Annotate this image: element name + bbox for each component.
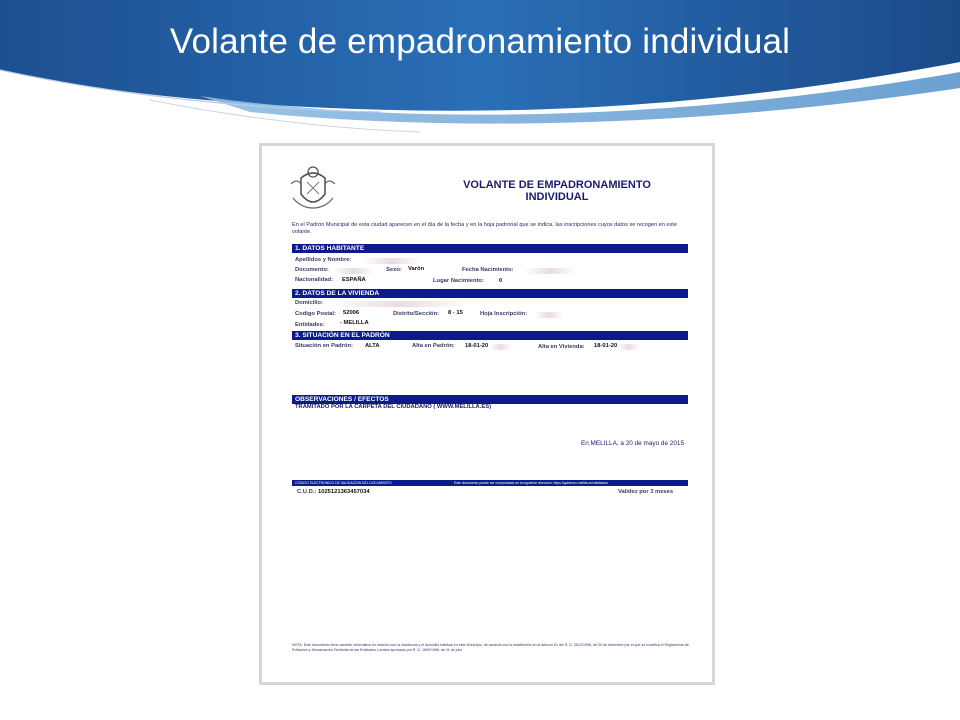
document-image: [259, 143, 715, 685]
distrito-value: 8 - 15: [448, 310, 463, 316]
sexo-label: Sexo:: [386, 267, 402, 273]
nacionalidad-value: ESPAÑA: [342, 277, 366, 283]
validation-url-text: Este documento puede ser comprobado en la siguiente dirección: https://gobierno.melilla.es/validacion: [454, 481, 608, 485]
nacionalidad-label: Nacionalidad:: [295, 277, 334, 283]
documento-label: Documento:: [295, 267, 329, 273]
apellidos-label: Apellidos y Nombre:: [295, 257, 352, 263]
hoja-inscripcion-label: Hoja Inscripción:: [480, 311, 528, 317]
fecha-nacimiento-label: Fecha Nacimiento:: [462, 267, 514, 273]
situacion-value: ALTA: [365, 343, 380, 349]
lugar-nacimiento-value: 0: [499, 278, 503, 284]
alta-vivienda-label: Alta en Vivienda:: [538, 344, 585, 350]
section-habitante-header: 1. DATOS HABITANTE: [292, 244, 688, 253]
validation-bar: [292, 480, 688, 486]
redacted-field: [490, 344, 512, 350]
observaciones-text: TRAMITADO POR LA CARPETA DEL CIUDADANO ( WWW.MELILLA.ES): [295, 404, 492, 410]
document-title: [432, 179, 682, 203]
sexo-value: Varón: [408, 266, 425, 272]
place-date: En MELILLA, a 20 de mayo de 2015: [580, 440, 684, 447]
section-vivienda-header: 2. DATOS DE LA VIVIENDA: [292, 289, 688, 298]
alta-vivienda-value: 18-01-20: [594, 343, 618, 349]
section-situacion-header: 3. SITUACIÓN EN EL PADRÓN: [292, 331, 688, 340]
codigo-postal-label: Codigo Postal:: [295, 311, 336, 317]
document-title-line2: INDIVIDUAL: [525, 191, 589, 203]
cud-label: C.U.D.:: [297, 489, 317, 495]
cud-value: 1025121363457034: [318, 489, 370, 495]
redacted-field: [524, 268, 576, 274]
lugar-nacimiento-label: Lugar Nacimiento:: [433, 278, 484, 284]
entidades-value: - MELILLA: [340, 320, 369, 326]
header-banner: [0, 0, 960, 140]
volante-document: [262, 146, 712, 682]
situacion-label: Situación en Padrón:: [295, 343, 353, 349]
entidades-label: Entidades:: [295, 322, 325, 328]
codigo-postal-value: 52006: [343, 310, 360, 316]
section-observaciones-header: OBSERVACIONES / EFECTOS: [292, 395, 688, 404]
nota-text: NOTA: Este documento tiene carácter informativo en relación con la residencia y el domicilio habitual en este Municipio, de acuerdo con lo establecido en el artículo 61 del R. D. 2612/1996, de 20 de diciembre por el que se modifica el Reglamento de Población y Demarcación Territorial de las Entidades Locales aprobado por R. D. 1690/1986, de 11 de julio.: [292, 643, 689, 652]
alta-padron-label: Alta en Padrón:: [412, 343, 455, 349]
redacted-field: [330, 301, 470, 307]
slide-title: Volante de empadronamiento individual: [169, 22, 791, 61]
validez-text: Validez por 3 meses: [618, 489, 674, 495]
intro-text: En el Padrón Municipal de esta ciudad aparecen en el día de la fecha y en la hoja padronal que se indica, las inscripciones cuyos datos se recogen en este volante.: [292, 222, 677, 235]
coat-of-arms-icon: [287, 164, 339, 216]
distrito-label: Distrito/Sección:: [393, 311, 440, 317]
redacted-field: [534, 312, 564, 318]
domicilio-label: Domicilio:: [295, 300, 324, 306]
redacted-field: [362, 258, 422, 264]
redacted-field: [334, 268, 374, 274]
document-title-line1: VOLANTE DE EMPADRONAMIENTO: [463, 179, 651, 191]
redacted-field: [618, 344, 640, 350]
validation-code-label: CODIGO ELECTRONICO DE VALIDACION DEL DOCUMENTO: [295, 481, 392, 485]
alta-padron-value: 18-01-20: [465, 343, 489, 349]
